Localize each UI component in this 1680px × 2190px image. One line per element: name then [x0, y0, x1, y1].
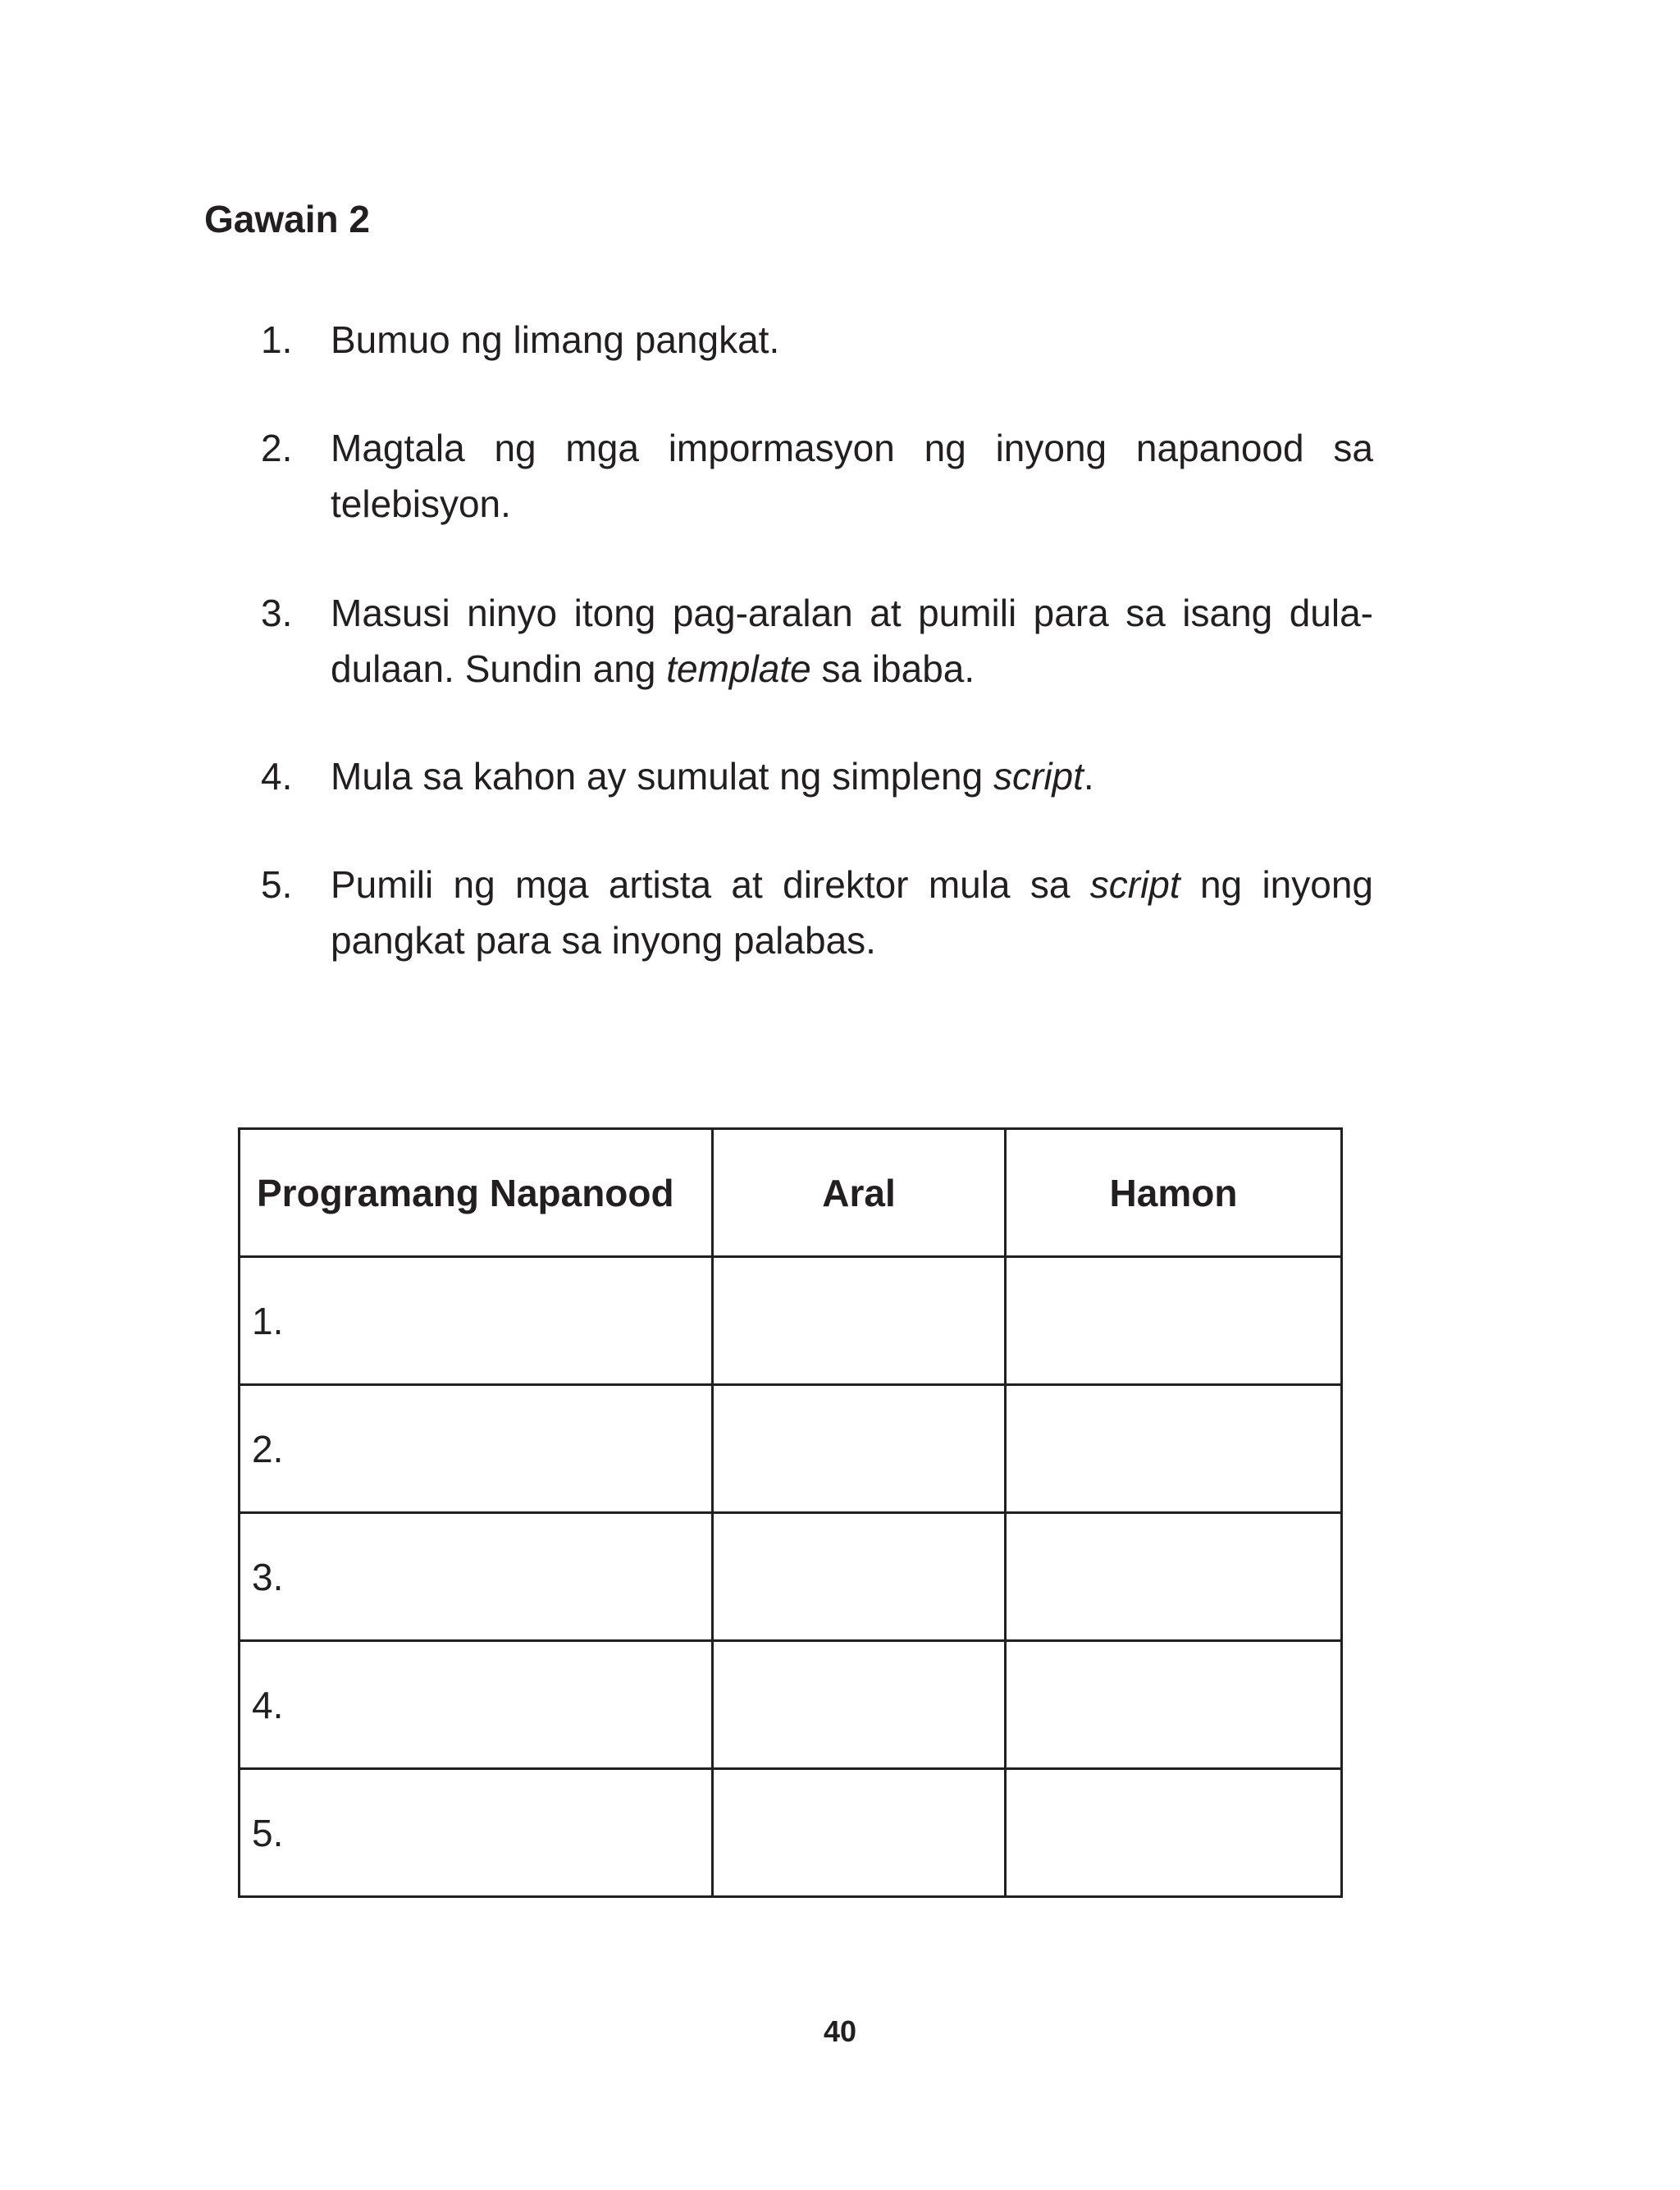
instruction-text-italic: script	[1089, 863, 1180, 906]
instruction-text	[331, 585, 1373, 697]
instruction-text-segment: Bumuo ng limang pangkat.	[331, 318, 780, 361]
instruction-text-italic: script	[993, 755, 1084, 798]
table-cell-program[interactable]: 3.	[240, 1513, 713, 1641]
table-cell-aral[interactable]	[713, 1385, 1006, 1513]
table-cell-aral[interactable]	[713, 1641, 1006, 1769]
table-row	[240, 1385, 1342, 1513]
instruction-text	[331, 312, 1373, 368]
table-cell-program[interactable]: 5.	[240, 1769, 713, 1897]
table-cell-aral[interactable]	[713, 1257, 1006, 1385]
table-header-row	[240, 1129, 1342, 1257]
instruction-text	[331, 857, 1373, 968]
program-table	[238, 1127, 1343, 1898]
table-cell-hamon[interactable]	[1006, 1769, 1342, 1897]
activity-heading: Gawain 2	[204, 198, 370, 240]
table-cell-hamon[interactable]	[1006, 1257, 1342, 1385]
instruction-text-segment: Mula sa kahon ay sumulat ng simpleng	[331, 755, 993, 798]
instruction-number: 2.	[261, 427, 293, 469]
instruction-text-segment: .	[1083, 755, 1094, 798]
instruction-number: 5.	[261, 863, 293, 906]
instruction-text	[331, 748, 1373, 804]
table-cell-program[interactable]: 4.	[240, 1641, 713, 1769]
instruction-text-segment: ng inyong pangkat para sa inyong palabas.	[331, 863, 1374, 962]
column-header-hamon: Hamon	[1006, 1129, 1342, 1257]
table-cell-program[interactable]: 2.	[240, 1385, 713, 1513]
instruction-text-segment: Masusi ninyo itong pag-aralan at pumili para sa isang dula-dulaan. Sundin ang	[331, 592, 1373, 690]
table-cell-aral[interactable]	[713, 1513, 1006, 1641]
table-row	[240, 1769, 1342, 1897]
instruction-text-segment: sa ibaba.	[810, 647, 975, 690]
table-cell-aral[interactable]	[713, 1769, 1006, 1897]
table-row	[240, 1513, 1342, 1641]
instruction-number: 4.	[261, 755, 293, 798]
table-cell-hamon[interactable]	[1006, 1385, 1342, 1513]
table-row	[240, 1641, 1342, 1769]
table-cell-program[interactable]: 1.	[240, 1257, 713, 1385]
instruction-number: 1.	[261, 318, 293, 361]
instruction-text-italic: template	[666, 647, 811, 690]
table-row	[240, 1257, 1342, 1385]
instruction-text-segment: Magtala ng mga impormasyon ng inyong napanood sa telebisyon.	[331, 427, 1373, 525]
instruction-text	[331, 420, 1373, 532]
column-header-programang-napanood: Programang Napanood	[240, 1129, 713, 1257]
table-cell-hamon[interactable]	[1006, 1641, 1342, 1769]
instruction-text-segment: Pumili ng mga artista at direktor mula sa	[331, 863, 1090, 906]
instruction-number: 3.	[261, 592, 293, 634]
table-cell-hamon[interactable]	[1006, 1513, 1342, 1641]
page-number: 40	[823, 2014, 857, 2048]
column-header-aral: Aral	[713, 1129, 1006, 1257]
